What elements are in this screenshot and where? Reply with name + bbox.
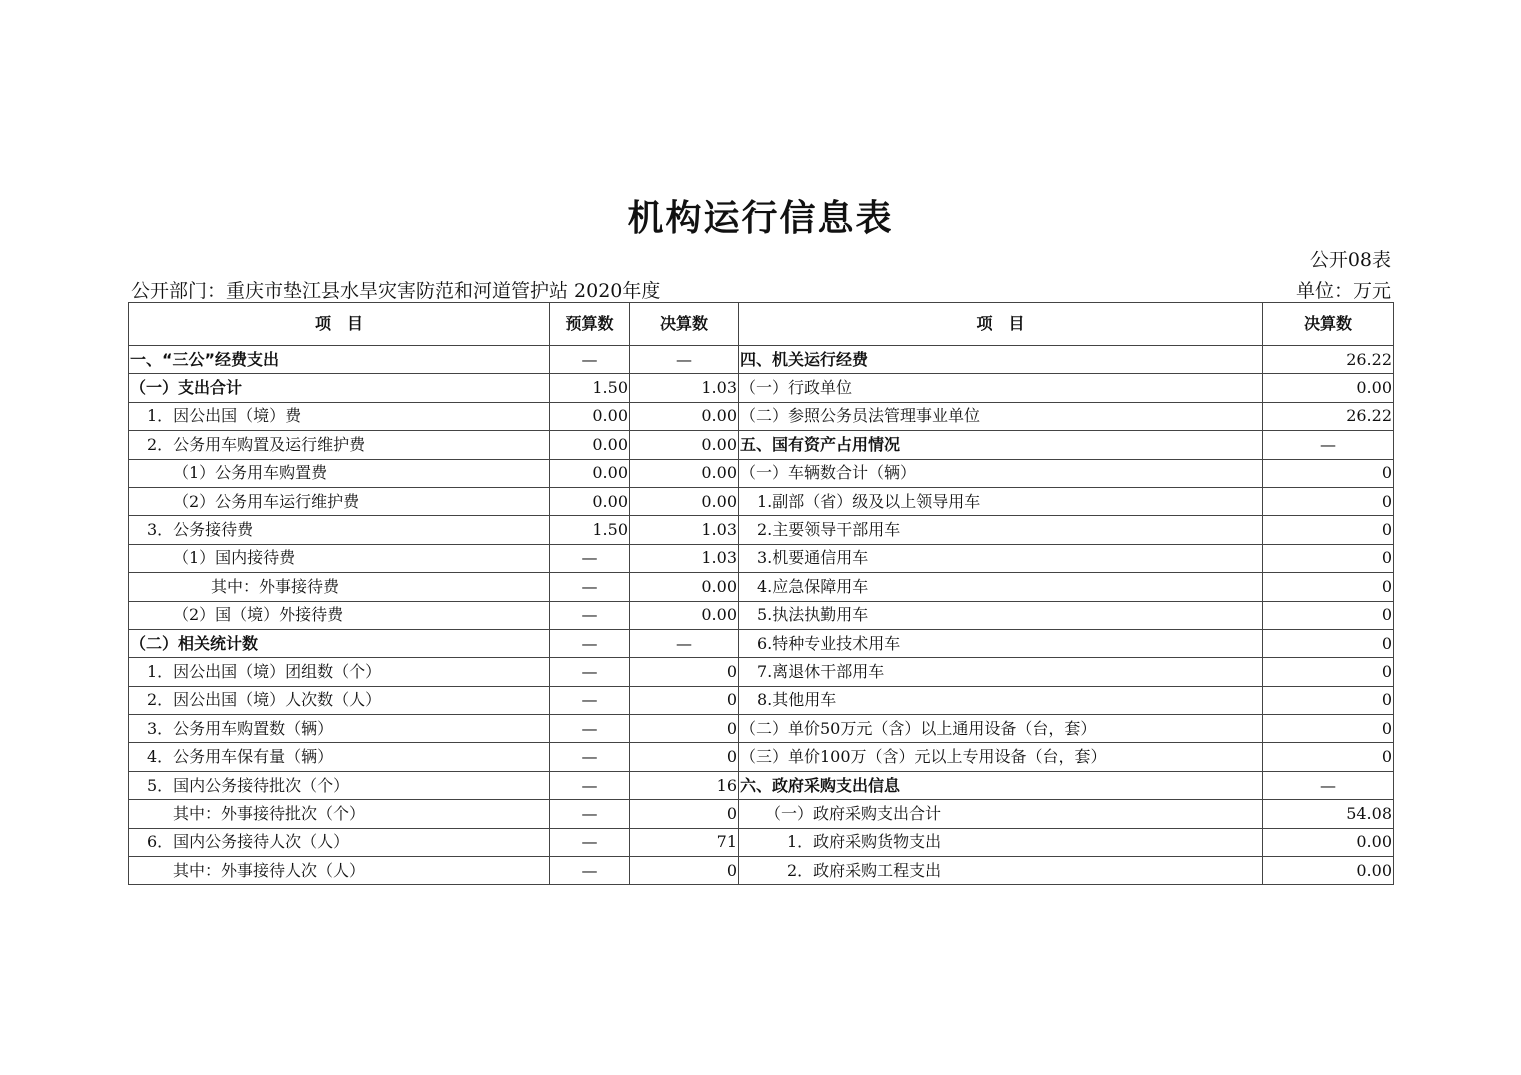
- right-value: 26.22: [1263, 346, 1394, 374]
- left-item: 其中：外事接待批次（个）: [129, 800, 550, 828]
- right-item: 四、机关运行经费: [739, 346, 1263, 374]
- table-row: [129, 857, 1394, 885]
- table-row: [129, 346, 1394, 374]
- final-value: 0: [630, 686, 739, 714]
- final-value: 1.03: [630, 516, 739, 544]
- table-row: [129, 743, 1394, 771]
- right-value: 0: [1263, 715, 1394, 743]
- table-row: [129, 828, 1394, 856]
- table-row: [129, 459, 1394, 487]
- table-row: [129, 715, 1394, 743]
- left-item: （1）公务用车购置费: [129, 459, 550, 487]
- header-budget: 预算数: [550, 303, 630, 346]
- left-item: （2）公务用车运行维护费: [129, 487, 550, 515]
- final-value: 1.03: [630, 374, 739, 402]
- budget-value: —: [550, 346, 630, 374]
- unit-label: 单位：万元: [1295, 280, 1391, 302]
- right-value: 0: [1263, 629, 1394, 657]
- form-number: 公开08表: [1309, 249, 1391, 271]
- department-label: 公开部门：重庆市垫江县水旱灾害防范和河道管护站 2020年度: [131, 280, 661, 302]
- final-value: 0: [630, 857, 739, 885]
- final-value: 0.00: [630, 431, 739, 459]
- budget-value: —: [550, 658, 630, 686]
- left-item: （1）国内接待费: [129, 544, 550, 572]
- page-title: 机构运行信息表: [627, 198, 894, 239]
- final-value: 0.00: [630, 459, 739, 487]
- budget-value: 1.50: [550, 374, 630, 402]
- table-row: [129, 658, 1394, 686]
- right-value: 0.00: [1263, 374, 1394, 402]
- right-value: 0: [1263, 573, 1394, 601]
- right-item: 1.副部（省）级及以上领导用车: [739, 487, 1263, 515]
- budget-value: —: [550, 771, 630, 799]
- table-row: [129, 544, 1394, 572]
- final-value: 0.00: [630, 601, 739, 629]
- left-item: 其中：外事接待人次（人）: [129, 857, 550, 885]
- budget-value: —: [550, 743, 630, 771]
- final-value: 0.00: [630, 402, 739, 430]
- right-item: 6.特种专业技术用车: [739, 629, 1263, 657]
- right-item: （一）政府采购支出合计: [739, 800, 1263, 828]
- left-item: 4．公务用车保有量（辆）: [129, 743, 550, 771]
- right-item: 7.离退休干部用车: [739, 658, 1263, 686]
- table-row: [129, 431, 1394, 459]
- header-final-left: 决算数: [630, 303, 739, 346]
- right-item: （三）单价100万（含）元以上专用设备（台，套）: [739, 743, 1263, 771]
- left-item: 1．因公出国（境）费: [129, 402, 550, 430]
- table-row: [129, 771, 1394, 799]
- left-item: 其中：外事接待费: [129, 573, 550, 601]
- right-item: 六、政府采购支出信息: [739, 771, 1263, 799]
- budget-value: —: [550, 857, 630, 885]
- table-header-row: [129, 303, 1394, 346]
- right-value: 0: [1263, 686, 1394, 714]
- right-item: 4.应急保障用车: [739, 573, 1263, 601]
- final-value: —: [630, 629, 739, 657]
- budget-value: —: [550, 828, 630, 856]
- right-item: 2.主要领导干部用车: [739, 516, 1263, 544]
- budget-value: —: [550, 601, 630, 629]
- final-value: 0: [630, 715, 739, 743]
- right-value: 0: [1263, 743, 1394, 771]
- table-row: [129, 402, 1394, 430]
- right-value: 0: [1263, 487, 1394, 515]
- right-item: 五、国有资产占用情况: [739, 431, 1263, 459]
- right-value: 26.22: [1263, 402, 1394, 430]
- right-item: 3.机要通信用车: [739, 544, 1263, 572]
- right-value: —: [1263, 431, 1394, 459]
- right-item: （一）行政单位: [739, 374, 1263, 402]
- header-final-right: 决算数: [1263, 303, 1394, 346]
- left-item: （二）相关统计数: [129, 629, 550, 657]
- budget-value: —: [550, 800, 630, 828]
- table-row: [129, 374, 1394, 402]
- left-item: 5．国内公务接待批次（个）: [129, 771, 550, 799]
- header-right-item: 项 目: [739, 303, 1263, 346]
- table-row: [129, 487, 1394, 515]
- table-row: [129, 629, 1394, 657]
- right-item: 1．政府采购货物支出: [739, 828, 1263, 856]
- left-item: 3．公务用车购置数（辆）: [129, 715, 550, 743]
- left-item: 3．公务接待费: [129, 516, 550, 544]
- header-left-item: 项 目: [129, 303, 550, 346]
- table-row: [129, 573, 1394, 601]
- budget-value: 0.00: [550, 402, 630, 430]
- final-value: 1.03: [630, 544, 739, 572]
- info-table: [128, 302, 1394, 885]
- budget-value: —: [550, 715, 630, 743]
- final-value: 0.00: [630, 573, 739, 601]
- left-item: 2．因公出国（境）人次数（人）: [129, 686, 550, 714]
- budget-value: —: [550, 686, 630, 714]
- right-item: 2．政府采购工程支出: [739, 857, 1263, 885]
- right-item: （二）单价50万元（含）以上通用设备（台，套）: [739, 715, 1263, 743]
- table-row: [129, 516, 1394, 544]
- final-value: 16: [630, 771, 739, 799]
- right-value: 0: [1263, 544, 1394, 572]
- table-row: [129, 800, 1394, 828]
- right-value: 0: [1263, 601, 1394, 629]
- table-row: [129, 601, 1394, 629]
- final-value: 71: [630, 828, 739, 856]
- left-item: （一）支出合计: [129, 374, 550, 402]
- right-item: 8.其他用车: [739, 686, 1263, 714]
- budget-value: 1.50: [550, 516, 630, 544]
- right-value: 0.00: [1263, 857, 1394, 885]
- table-row: [129, 686, 1394, 714]
- right-item: （二）参照公务员法管理事业单位: [739, 402, 1263, 430]
- left-item: 1．因公出国（境）团组数（个）: [129, 658, 550, 686]
- budget-value: 0.00: [550, 459, 630, 487]
- left-item: 6．国内公务接待人次（人）: [129, 828, 550, 856]
- right-value: 0: [1263, 516, 1394, 544]
- right-item: 5.执法执勤用车: [739, 601, 1263, 629]
- right-value: 0: [1263, 459, 1394, 487]
- final-value: 0.00: [630, 487, 739, 515]
- budget-value: 0.00: [550, 487, 630, 515]
- final-value: 0: [630, 800, 739, 828]
- final-value: —: [630, 346, 739, 374]
- budget-value: 0.00: [550, 431, 630, 459]
- left-item: （2）国（境）外接待费: [129, 601, 550, 629]
- right-value: 54.08: [1263, 800, 1394, 828]
- right-item: （一）车辆数合计（辆）: [739, 459, 1263, 487]
- budget-value: —: [550, 629, 630, 657]
- right-value: —: [1263, 771, 1394, 799]
- right-value: 0: [1263, 658, 1394, 686]
- budget-value: —: [550, 573, 630, 601]
- left-item: 一、“三公”经费支出: [129, 346, 550, 374]
- final-value: 0: [630, 658, 739, 686]
- left-item: 2．公务用车购置及运行维护费: [129, 431, 550, 459]
- budget-value: —: [550, 544, 630, 572]
- final-value: 0: [630, 743, 739, 771]
- right-value: 0.00: [1263, 828, 1394, 856]
